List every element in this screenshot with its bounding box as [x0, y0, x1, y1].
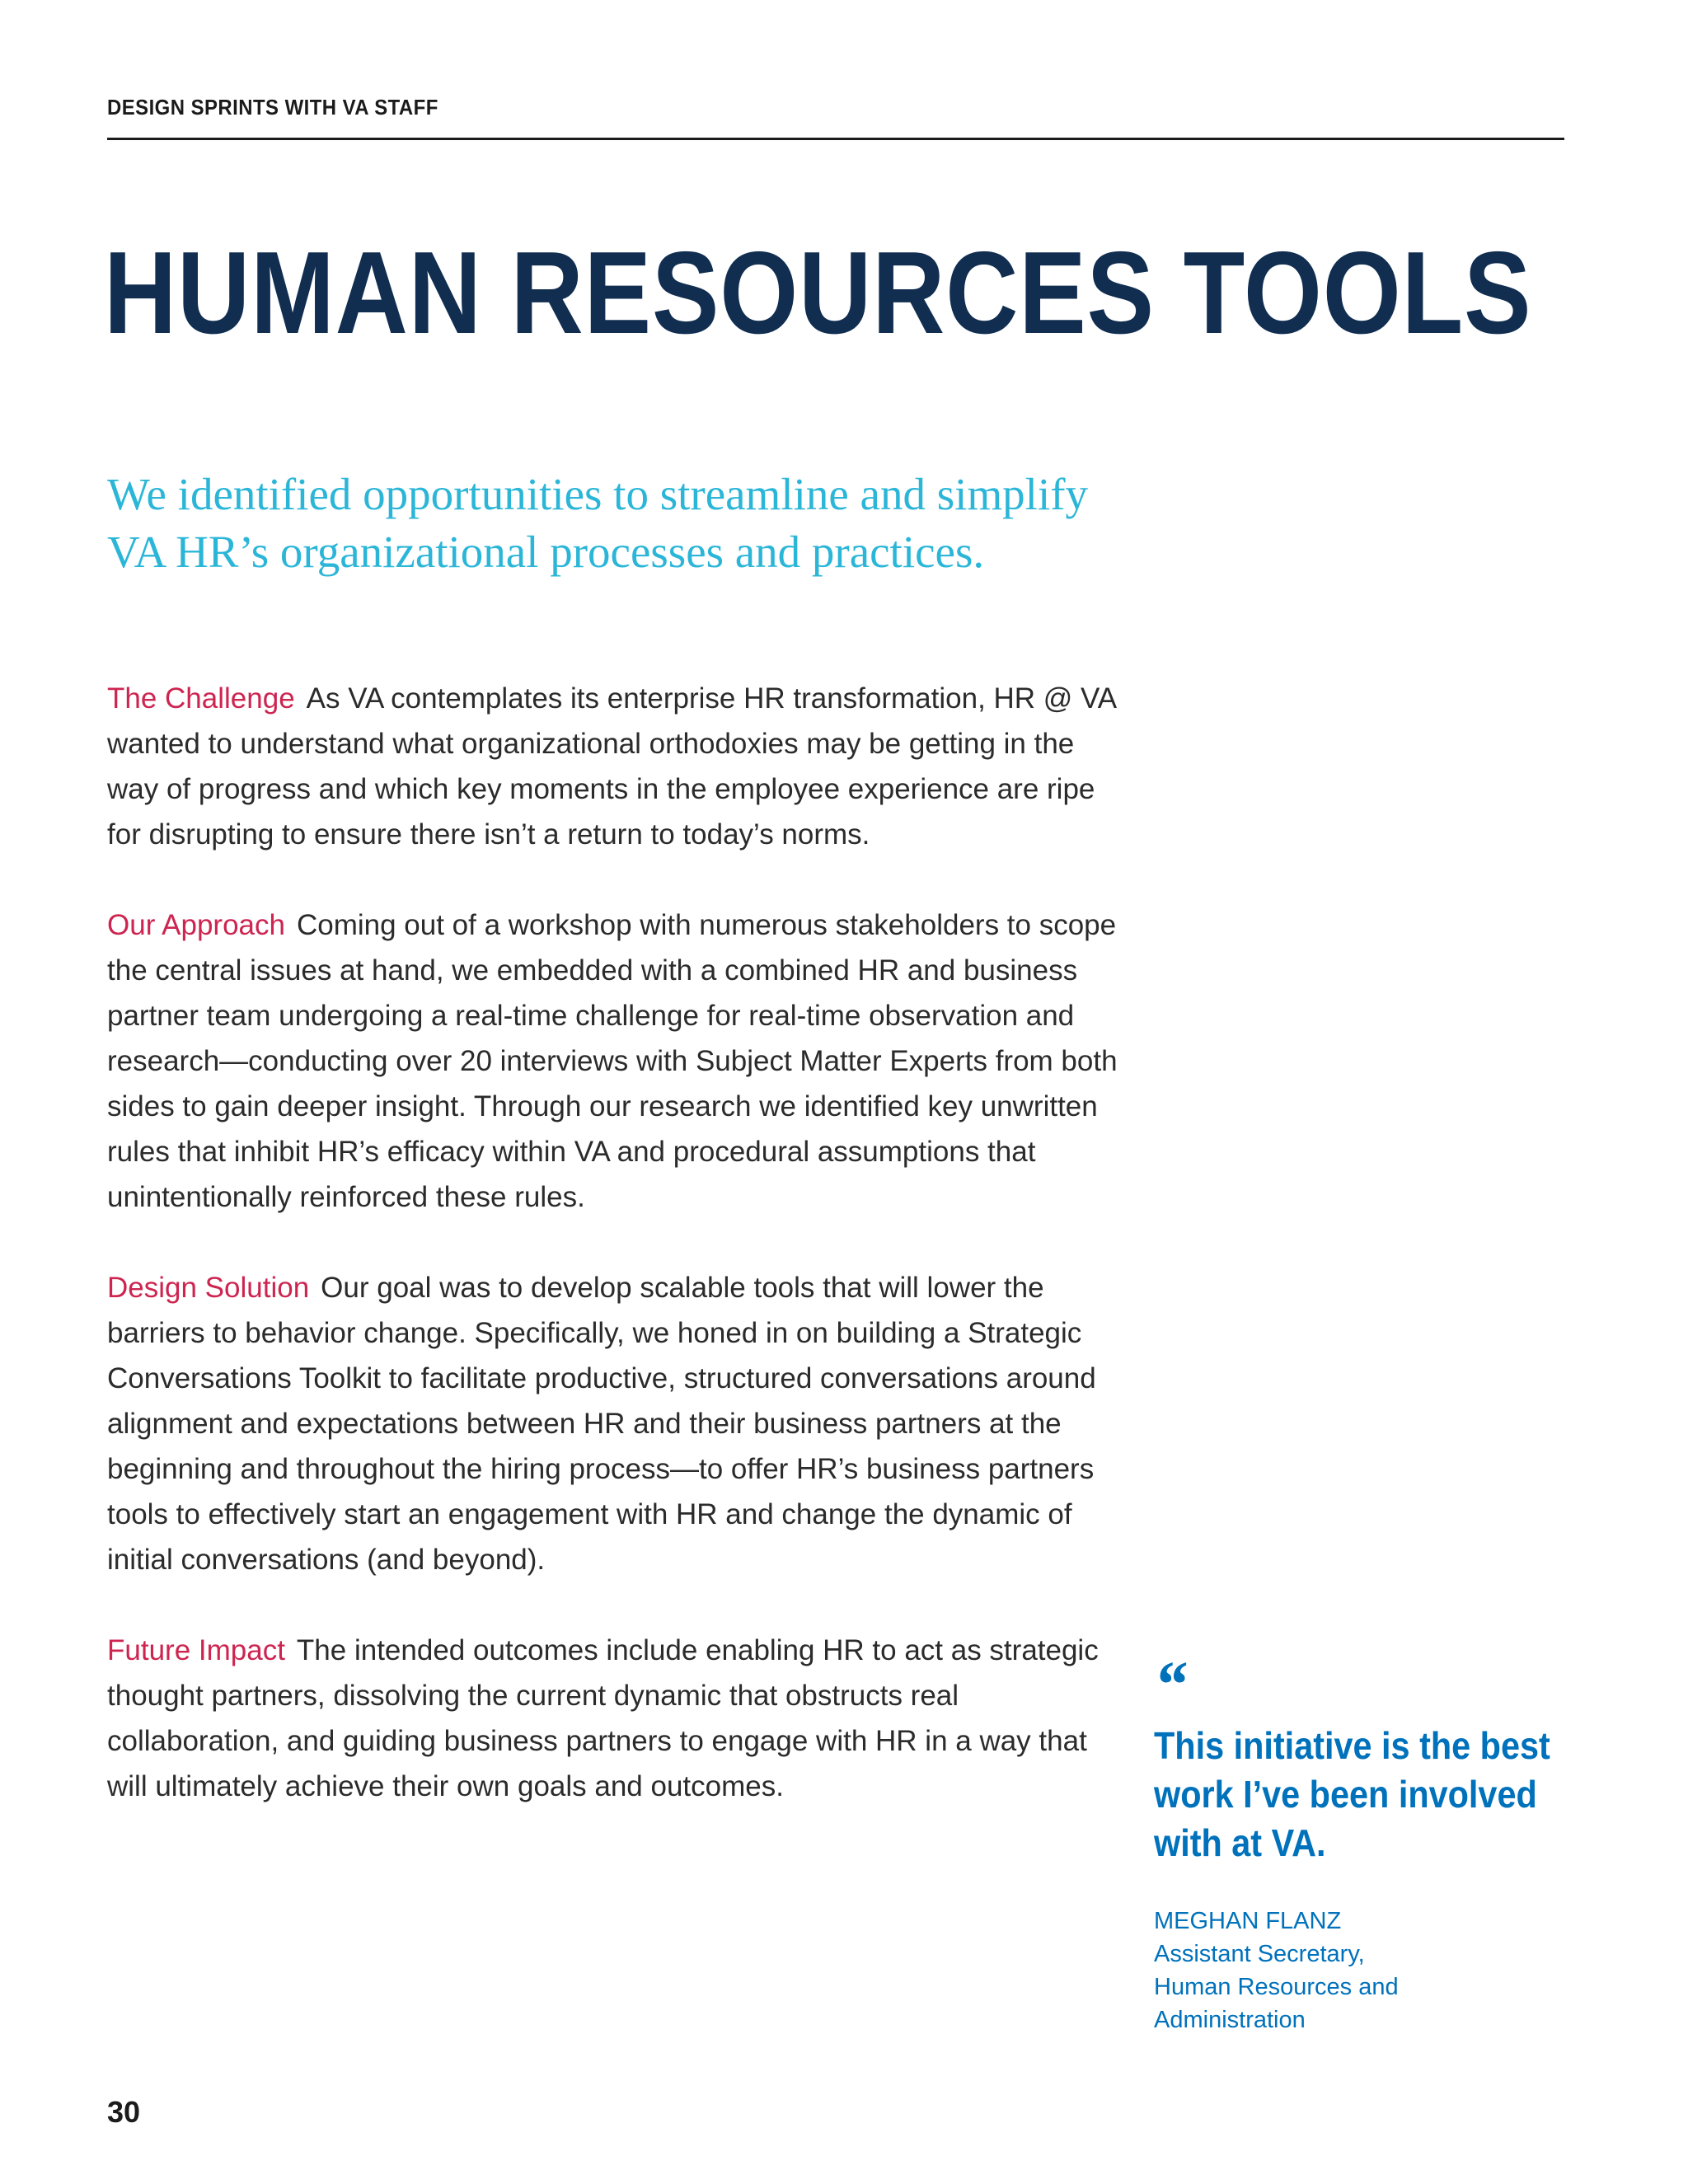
section-challenge	[107, 676, 1129, 857]
section-label-challenge: The Challenge	[107, 682, 295, 715]
quote-attribution	[1154, 1905, 1582, 2036]
page-number: 30	[107, 2095, 141, 2129]
section-text-challenge: As VA contemplates its enterprise HR transformation, HR @ VA wanted to understand what organizational orthodoxies may be getting in the way of progress and which key moments in the employee experience are ripe for disrupting to ensure there isn’t a return to today’s norms.	[107, 682, 1116, 851]
section-label-future-impact: Future Impact	[107, 1634, 285, 1666]
lede-paragraph: We identified opportunities to streamline and simplify VA HR’s organizational processes and practices.	[107, 469, 1089, 577]
section-label-design-solution: Design Solution	[107, 1272, 310, 1304]
section-text-approach: Coming out of a workshop with numerous stakeholders to scope the central issues at hand, we embedded with a combined HR and business partner team undergoing a real-time challenge for real-time observation and research—conducting over 20 interviews with Subject Matter Experts from both sides to gain deeper insight. Through our research we identified key unwritten rules that inhibit HR’s efficacy within VA and procedural assumptions that unintentionally reinforced these rules.	[107, 909, 1118, 1213]
quote-text: This initiative is the best work I’ve been involved with at VA.	[1154, 1724, 1550, 1864]
attribution-role-line-3: Administration	[1154, 2007, 1306, 2033]
section-future-impact	[107, 1628, 1129, 1809]
attribution-role-line-2: Human Resources and	[1154, 1974, 1399, 2000]
section-approach	[107, 902, 1129, 1220]
page-title: HUMAN RESOURCES TOOLS	[104, 227, 1532, 359]
section-text-future-impact: The intended outcomes include enabling HR to act as strategic thought partners, dissolving the current dynamic that obstructs real collaboration, and guiding business partners to engage with HR in a way that will ultimately achieve their own goals and outcomes.	[107, 1634, 1099, 1802]
body-column	[107, 676, 1129, 1854]
section-design-solution	[107, 1265, 1129, 1582]
quote-mark-icon: “	[1154, 1649, 1187, 1722]
pull-quote	[1154, 1649, 1582, 2036]
section-text-design-solution: Our goal was to develop scalable tools that will lower the barriers to behavior change. Specifically, we honed in on building a Strategic Conversations Toolkit to facilitate productive, structured conversations around alignment and expectations between HR and their business partners at the beginning and throughout the hiring process—to offer HR’s business partners tools to effectively start an engagement with HR and change the dynamic of initial conversations (and beyond).	[107, 1272, 1096, 1576]
section-label-approach: Our Approach	[107, 909, 285, 941]
running-header: DESIGN SPRINTS WITH VA STAFF	[107, 95, 438, 120]
header-divider	[107, 138, 1564, 140]
attribution-name: MEGHAN FLANZ	[1154, 1908, 1342, 1934]
attribution-role-line-1: Assistant Secretary,	[1154, 1941, 1365, 1967]
